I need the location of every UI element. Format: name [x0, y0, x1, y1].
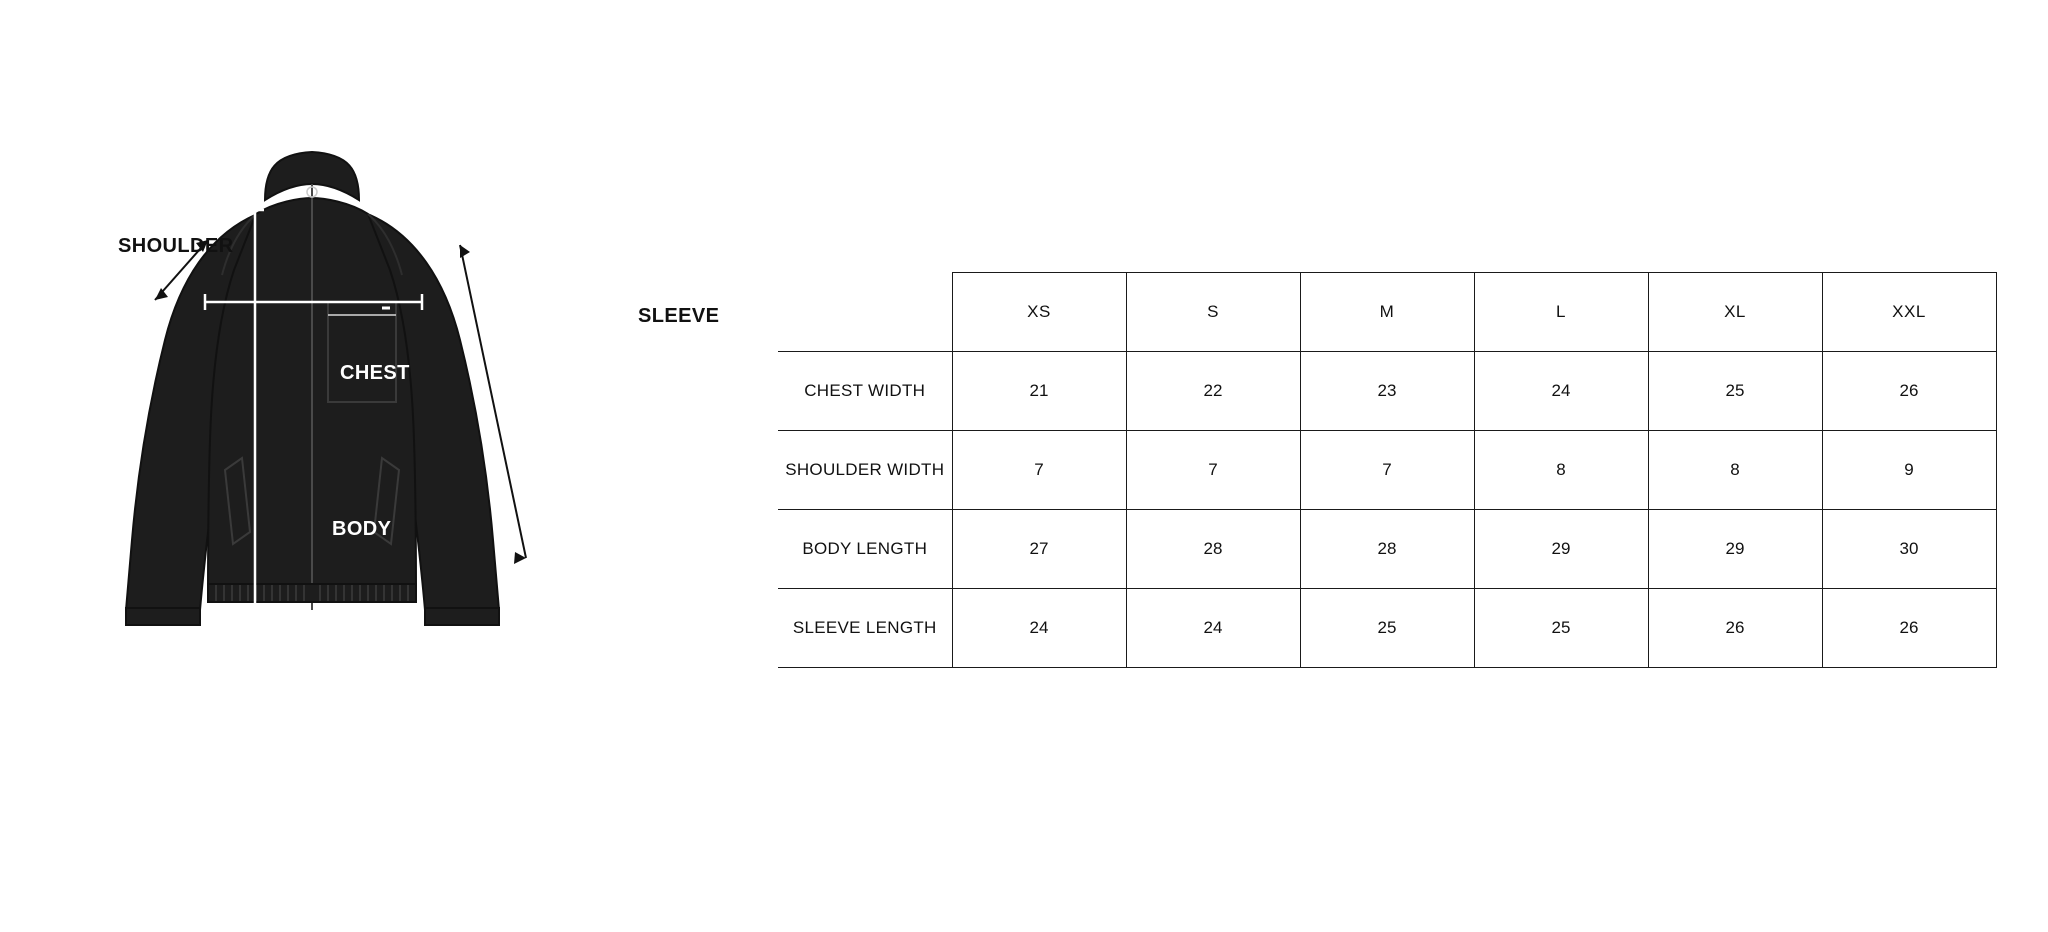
cell-shoulder-width-xl: 8 — [1648, 431, 1822, 510]
hem-ribbing — [208, 584, 416, 602]
column-header-s: S — [1126, 273, 1300, 352]
cell-body-length-l: 29 — [1474, 510, 1648, 589]
size-chart-table — [778, 272, 1997, 668]
table-row — [778, 431, 1996, 510]
right-cuff-ribbing — [425, 608, 499, 625]
cell-chest-width-s: 22 — [1126, 352, 1300, 431]
row-label-body-length: BODY LENGTH — [778, 510, 952, 589]
label-chest: CHEST — [340, 362, 410, 384]
cell-body-length-xxl: 30 — [1822, 510, 1996, 589]
cell-shoulder-width-xxl: 9 — [1822, 431, 1996, 510]
column-header-m: M — [1300, 273, 1474, 352]
table-row — [778, 352, 1996, 431]
table-row — [778, 589, 1996, 668]
size-chart — [778, 272, 1998, 668]
cell-chest-width-l: 24 — [1474, 352, 1648, 431]
left-cuff-ribbing — [126, 608, 200, 625]
cell-shoulder-width-xs: 7 — [952, 431, 1126, 510]
column-header-l: L — [1474, 273, 1648, 352]
table-corner-cell — [778, 273, 952, 352]
cell-sleeve-length-l: 25 — [1474, 589, 1648, 668]
cell-sleeve-length-m: 25 — [1300, 589, 1474, 668]
cell-body-length-xs: 27 — [952, 510, 1126, 589]
cell-sleeve-length-s: 24 — [1126, 589, 1300, 668]
label-sleeve: SLEEVE — [638, 305, 720, 327]
cell-chest-width-xxl: 26 — [1822, 352, 1996, 431]
cell-sleeve-length-xl: 26 — [1648, 589, 1822, 668]
label-shoulder: SHOULDER — [118, 235, 234, 257]
row-label-chest-width: CHEST WIDTH — [778, 352, 952, 431]
label-body: BODY — [332, 518, 392, 540]
garment-illustration — [60, 140, 760, 780]
cell-shoulder-width-s: 7 — [1126, 431, 1300, 510]
row-label-sleeve-length: SLEEVE LENGTH — [778, 589, 952, 668]
table-row — [778, 510, 1996, 589]
cell-body-length-s: 28 — [1126, 510, 1300, 589]
cell-body-length-xl: 29 — [1648, 510, 1822, 589]
cell-chest-width-xl: 25 — [1648, 352, 1822, 431]
column-header-xs: XS — [952, 273, 1126, 352]
cell-body-length-m: 28 — [1300, 510, 1474, 589]
cell-chest-width-m: 23 — [1300, 352, 1474, 431]
column-header-xl: XL — [1648, 273, 1822, 352]
row-label-shoulder-width: SHOULDER WIDTH — [778, 431, 952, 510]
column-header-xxl: XXL — [1822, 273, 1996, 352]
cell-sleeve-length-xxl: 26 — [1822, 589, 1996, 668]
cell-sleeve-length-xs: 24 — [952, 589, 1126, 668]
cell-chest-width-xs: 21 — [952, 352, 1126, 431]
table-header-row — [778, 273, 1996, 352]
cell-shoulder-width-l: 8 — [1474, 431, 1648, 510]
cell-shoulder-width-m: 7 — [1300, 431, 1474, 510]
